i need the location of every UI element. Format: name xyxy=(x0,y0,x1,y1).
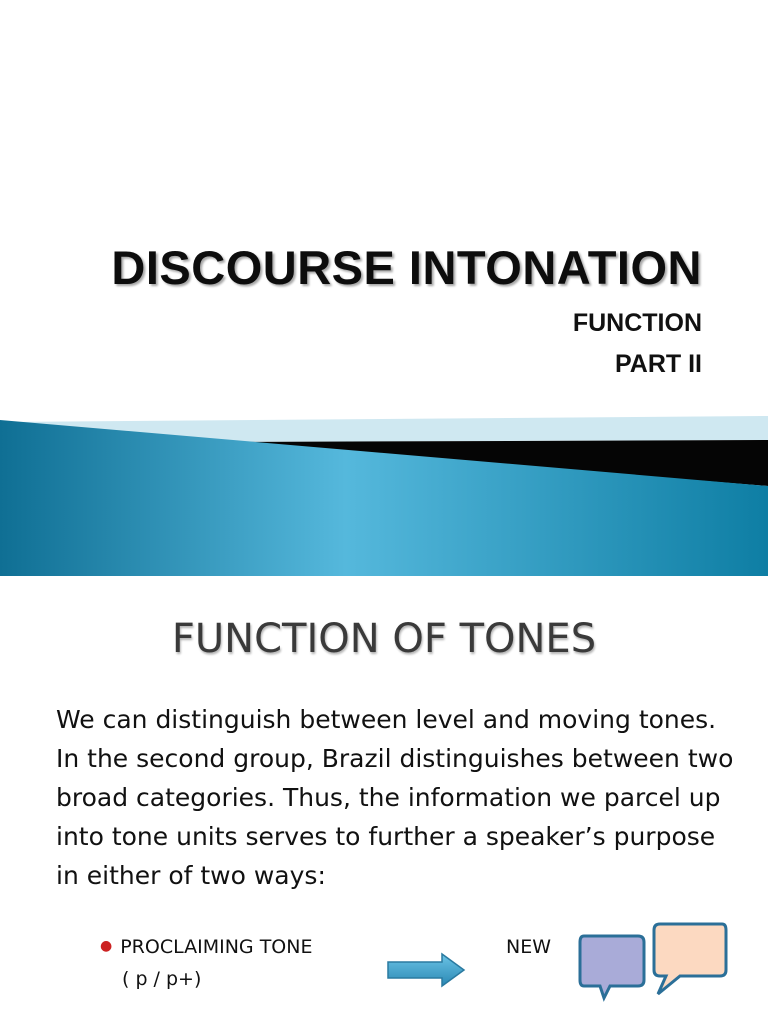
content-slide xyxy=(0,576,768,1024)
speech-bubble-peach-icon xyxy=(650,920,730,998)
content-slide-title: FUNCTION OF TONES xyxy=(171,616,597,662)
slide-title: DISCOURSE INTONATION xyxy=(111,241,702,294)
right-arrow-icon xyxy=(386,952,466,988)
new-label: NEW xyxy=(506,936,552,958)
body-paragraph: We can distinguish between level and moving tones. In the second group, Brazil distinguishes between two broad categories. Thus, the information we parcel up into tone units serves to further a speaker’s purpose in either of two ways: xyxy=(56,705,734,890)
bullet-label: PROCLAIMING TONE xyxy=(120,936,313,958)
speech-bubble-blue-icon xyxy=(576,932,648,1002)
slide-subtitle-part: PART II xyxy=(614,350,702,378)
bullet-dot-icon: ● xyxy=(100,938,113,954)
bullet-notation: ( p / p+) xyxy=(122,968,202,990)
decorative-swoosh-band xyxy=(0,400,768,576)
slide-subtitle-function: FUNCTION xyxy=(572,309,702,337)
bullet-proclaiming-tone xyxy=(100,936,312,958)
